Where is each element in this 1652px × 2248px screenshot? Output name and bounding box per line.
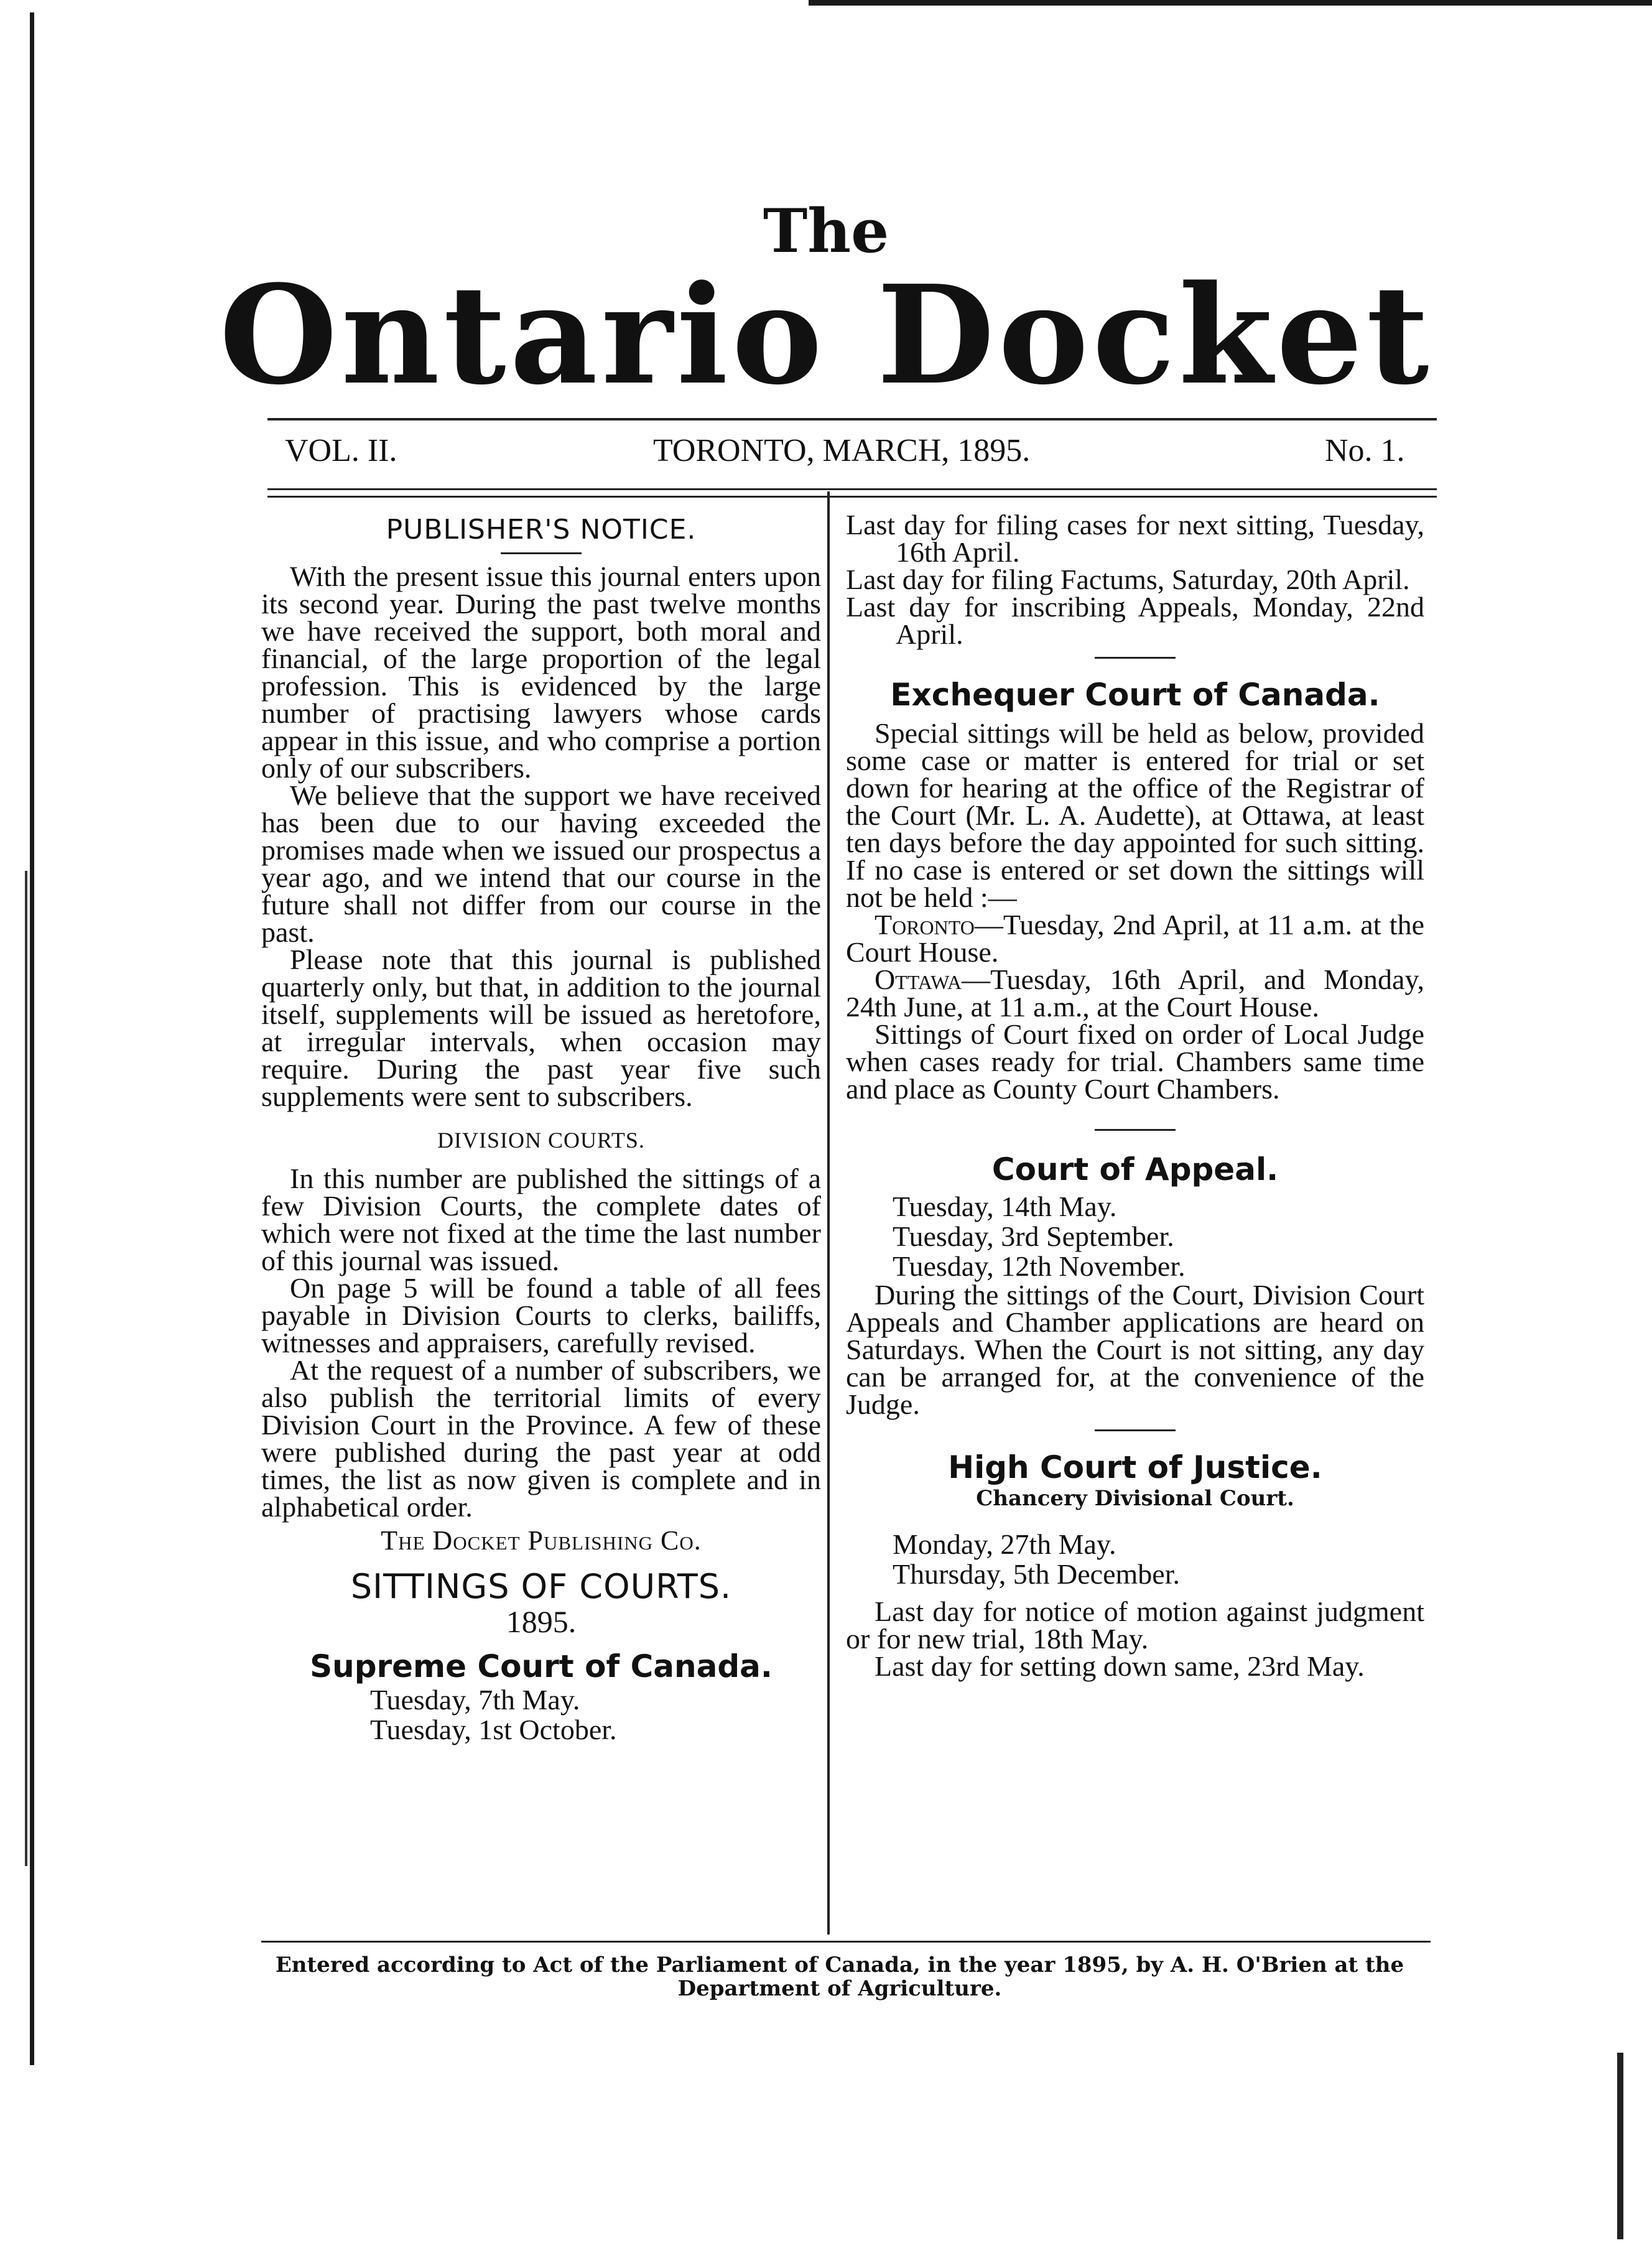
masthead-title: Ontario Docket — [219, 256, 1433, 415]
scan-edge-right — [1617, 2053, 1623, 2239]
exchequer-intro: Special sittings will be held as below, provided some case or matter is entered for trial or set down for hearing at the office of the Registrar of the Court (Mr. L. A. Audette), at Ottawa, at least ten days before the day appointed for such sitting. If no case is entered or set down the sittings will not be held :— — [846, 717, 1424, 913]
sitting-date: Tuesday, 3rd September. — [893, 1220, 1174, 1252]
exchequer-court-heading: Exchequer Court of Canada. — [890, 677, 1380, 713]
division-paragraph: At the request of a number of subscribers, we also publish the territorial limits of every Division Court in the Province. A few of these were published during the past year at odd times, the list as now given is complete and in alphabetical order. — [261, 1354, 821, 1523]
division-paragraph: In this number are published the sittings of a few Division Courts, the complete dates of which were not fixed at the time the last number of this journal was issued. — [261, 1163, 821, 1276]
sitting-date: Tuesday, 14th May. — [893, 1191, 1117, 1222]
toronto-sitting — [846, 911, 1424, 966]
masthead-rule — [267, 418, 1437, 420]
footer-rule — [261, 1941, 1431, 1943]
section-rule — [1095, 1129, 1176, 1131]
section-rule — [1095, 1429, 1176, 1431]
notice-heading: PUBLISHER'S NOTICE. — [386, 514, 697, 546]
scan-edge-top — [809, 0, 1652, 6]
dateline-rule-top — [267, 488, 1437, 490]
notice-paragraph: We believe that the support we have received has been due to our having exceeded the promises made when we issued our prospectus a year ago, and we intend that our course in the future shall not differ from our course in the past. — [261, 779, 821, 948]
sitting-date: Tuesday, 12th November. — [893, 1250, 1186, 1282]
sitting-date: Tuesday, 1st October. — [370, 1714, 617, 1745]
chancery-note: Last day for notice of motion against judgment or for new trial, 18th May. — [846, 1595, 1424, 1655]
appeal-note: During the sittings of the Court, Division Court Appeals and Chamber applications are heard on Saturdays. When the Court is not sitting, any day can be arranged for, at the convenience of the Judge. — [846, 1279, 1424, 1420]
copyright-footer: Entered according to Act of the Parliament of Canada, in the year 1895, by A. H. O'Brien at the Department of Agriculture. — [275, 1953, 1404, 2001]
chancery-note: Last day for setting down same, 23rd May. — [875, 1650, 1365, 1682]
left-column — [261, 516, 821, 1745]
right-column — [846, 511, 1424, 1680]
deadline-item: Last day for filing cases for next sitting, Tuesday, 16th April. — [846, 509, 1424, 568]
deadline-item: Last day for filing Factums, Saturday, 20th April. — [846, 564, 1410, 595]
masthead-the: The — [763, 196, 889, 266]
high-court-heading: High Court of Justice. — [948, 1449, 1322, 1485]
sittings-year: 1895. — [506, 1604, 577, 1639]
dateline-rule-bottom — [267, 496, 1437, 498]
scan-edge-left-inner — [25, 871, 27, 1866]
sitting-date: Tuesday, 7th May. — [370, 1684, 580, 1716]
division-paragraph: On page 5 will be found a table of all fees payable in Division Courts to clerks, bailiffs, witnesses and appraisers, carefully revised. — [261, 1272, 821, 1359]
section-rule — [1095, 657, 1176, 659]
sittings-heading: SITTINGS OF COURTS. — [350, 1567, 732, 1606]
volume-label: VOL. II. — [285, 433, 397, 468]
issue-number: No. 1. — [1325, 433, 1405, 468]
sitting-date: Thursday, 5th December. — [893, 1558, 1180, 1590]
ottawa-place: Ottawa — [875, 964, 962, 995]
ottawa-sitting — [846, 966, 1424, 1021]
exchequer-note: Sittings of Court fixed on order of Local Judge when cases ready for trial. Chambers same time and place as County Court Chambers. — [846, 1018, 1424, 1105]
supreme-court-dates — [261, 1685, 821, 1745]
notice-rule — [501, 552, 582, 554]
chancery-dates — [846, 1530, 1424, 1589]
toronto-place: Toronto — [875, 909, 975, 941]
sitting-date: Monday, 27th May. — [893, 1528, 1116, 1560]
ottawa-details: —Tuesday, 16th April, and Monday, 24th June, at 11 a.m., at the Court House. — [846, 964, 1424, 1023]
notice-paragraph: Please note that this journal is published quarterly only, but that, in addition to the journal itself, supplements will be issued as heretofore, at irregular intervals, when occasion may require. During the past year five such supplements were sent to subscribers. — [261, 944, 821, 1112]
supreme-court-heading: Supreme Court of Canada. — [310, 1648, 773, 1684]
place-date: TORONTO, MARCH, 1895. — [653, 433, 1031, 468]
publisher-signature: The Docket Publishing Co. — [381, 1525, 702, 1556]
toronto-details: —Tuesday, 2nd April, at 11 a.m. at the Court House. — [846, 909, 1424, 968]
division-heading: DIVISION COURTS. — [437, 1128, 645, 1153]
notice-paragraph: With the present issue this journal enters upon its second year. During the past twelve months we have received the support, both moral and financial, of the large proportion of the legal profession. This is evidenced by the large number of practising lawyers whose cards appear in this issue, and who comprise a portion only of our subscribers. — [261, 560, 821, 784]
deadline-item: Last day for inscribing Appeals, Monday, 22nd April. — [846, 591, 1424, 650]
appeal-court-heading: Court of Appeal. — [991, 1151, 1279, 1187]
column-divider — [827, 491, 830, 1934]
chancery-heading: Chancery Divisional Court. — [976, 1486, 1294, 1511]
appeal-court-dates — [846, 1192, 1424, 1281]
